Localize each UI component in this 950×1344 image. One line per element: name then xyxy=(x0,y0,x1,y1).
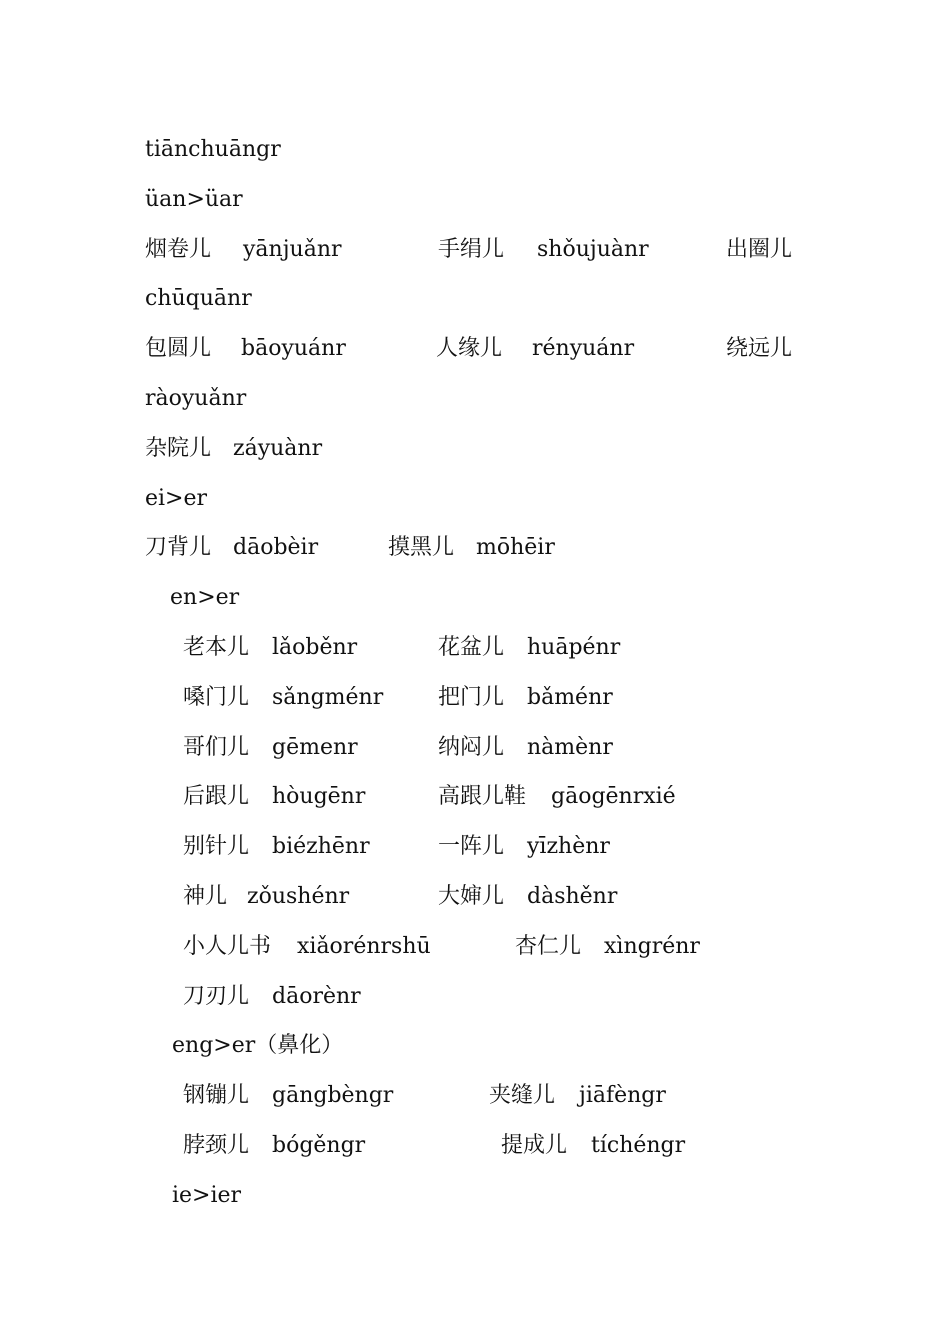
entry-hanzi: 哥们儿 xyxy=(183,735,250,760)
entry-hanzi: 杏仁儿 xyxy=(515,934,582,959)
entry-pinyin: gēmenr xyxy=(272,735,358,760)
entry-pinyin: gāogēnrxié xyxy=(551,784,676,809)
entry-hanzi: 别针儿 xyxy=(183,834,250,859)
entry-hanzi: 花盆儿 xyxy=(438,635,505,660)
entry-hanzi: 人缘儿 xyxy=(436,336,503,361)
entry-hanzi: 刀背儿 xyxy=(145,535,212,560)
entry-hanzi: 神儿 xyxy=(183,884,228,909)
entry-pinyin: xìngrénr xyxy=(604,934,700,959)
heading-text: ie>ier xyxy=(172,1183,242,1208)
entry-pinyin: nàmènr xyxy=(527,735,613,760)
entry-pinyin: shǒujuànr xyxy=(537,237,649,262)
entry-pinyin: záyuànr xyxy=(233,436,323,461)
entry-hanzi: 小人儿书 xyxy=(183,934,272,959)
entry-hanzi: 提成儿 xyxy=(501,1133,568,1158)
entry-pinyin: gāngbèngr xyxy=(272,1083,394,1108)
entry-hanzi: 纳闷儿 xyxy=(438,735,505,760)
entry-pinyin: tíchéngr xyxy=(591,1133,686,1158)
entry-pinyin: rényuánr xyxy=(532,336,635,361)
entry-hanzi: 绕远儿 xyxy=(726,336,793,361)
heading-text: en>er xyxy=(170,585,240,610)
entry-hanzi: 把门儿 xyxy=(438,685,505,710)
entry-hanzi: 出圈儿 xyxy=(726,237,793,262)
entry-hanzi: 嗓门儿 xyxy=(183,685,250,710)
entry-hanzi: 钢镚儿 xyxy=(183,1083,250,1108)
entry-hanzi: 杂院儿 xyxy=(145,436,212,461)
entry-pinyin: xiǎorénrshū xyxy=(297,934,431,959)
entry-hanzi: 烟卷儿 xyxy=(145,237,212,262)
continuation-text: chūquānr xyxy=(145,286,252,311)
entry-pinyin: hòugēnr xyxy=(272,784,366,809)
entry-pinyin: jiāfèngr xyxy=(579,1083,666,1108)
entry-pinyin: yīzhènr xyxy=(527,834,610,859)
heading-text: ei>er xyxy=(145,486,208,511)
heading-text: üan>üar xyxy=(145,187,243,212)
entry-hanzi: 后跟儿 xyxy=(183,784,250,809)
entry-hanzi: 摸黑儿 xyxy=(388,535,455,560)
heading-text: eng>er（鼻化） xyxy=(172,1033,344,1058)
entry-hanzi: 一阵儿 xyxy=(438,834,505,859)
entry-pinyin: lǎoběnr xyxy=(272,635,358,660)
entry-pinyin: dāobèir xyxy=(233,535,319,560)
entry-pinyin: bǎménr xyxy=(527,685,613,710)
entry-hanzi: 老本儿 xyxy=(183,635,250,660)
entry-pinyin: sǎngménr xyxy=(272,685,384,710)
entry-pinyin: zǒushénr xyxy=(247,884,350,909)
entry-hanzi: 包圆儿 xyxy=(145,336,212,361)
entry-hanzi: 大婶儿 xyxy=(438,884,505,909)
entry-pinyin: huāpénr xyxy=(527,635,621,660)
continuation-text: tiānchuāngr xyxy=(145,137,281,162)
entry-pinyin: dàshěnr xyxy=(527,884,618,909)
entry-hanzi: 脖颈儿 xyxy=(183,1133,250,1158)
entry-pinyin: bāoyuánr xyxy=(241,336,346,361)
entry-hanzi: 手绢儿 xyxy=(438,237,505,262)
entry-pinyin: dāorènr xyxy=(272,984,361,1009)
entry-pinyin: mōhēir xyxy=(476,535,555,560)
entry-pinyin: yānjuǎnr xyxy=(243,237,342,262)
entry-hanzi: 夹缝儿 xyxy=(489,1083,556,1108)
entry-pinyin: bógěngr xyxy=(272,1133,366,1158)
continuation-text: ràoyuǎnr xyxy=(145,386,247,411)
entry-hanzi: 高跟儿鞋 xyxy=(438,784,527,809)
entry-pinyin: biézhēnr xyxy=(272,834,370,859)
entry-hanzi: 刀刃儿 xyxy=(183,984,250,1009)
